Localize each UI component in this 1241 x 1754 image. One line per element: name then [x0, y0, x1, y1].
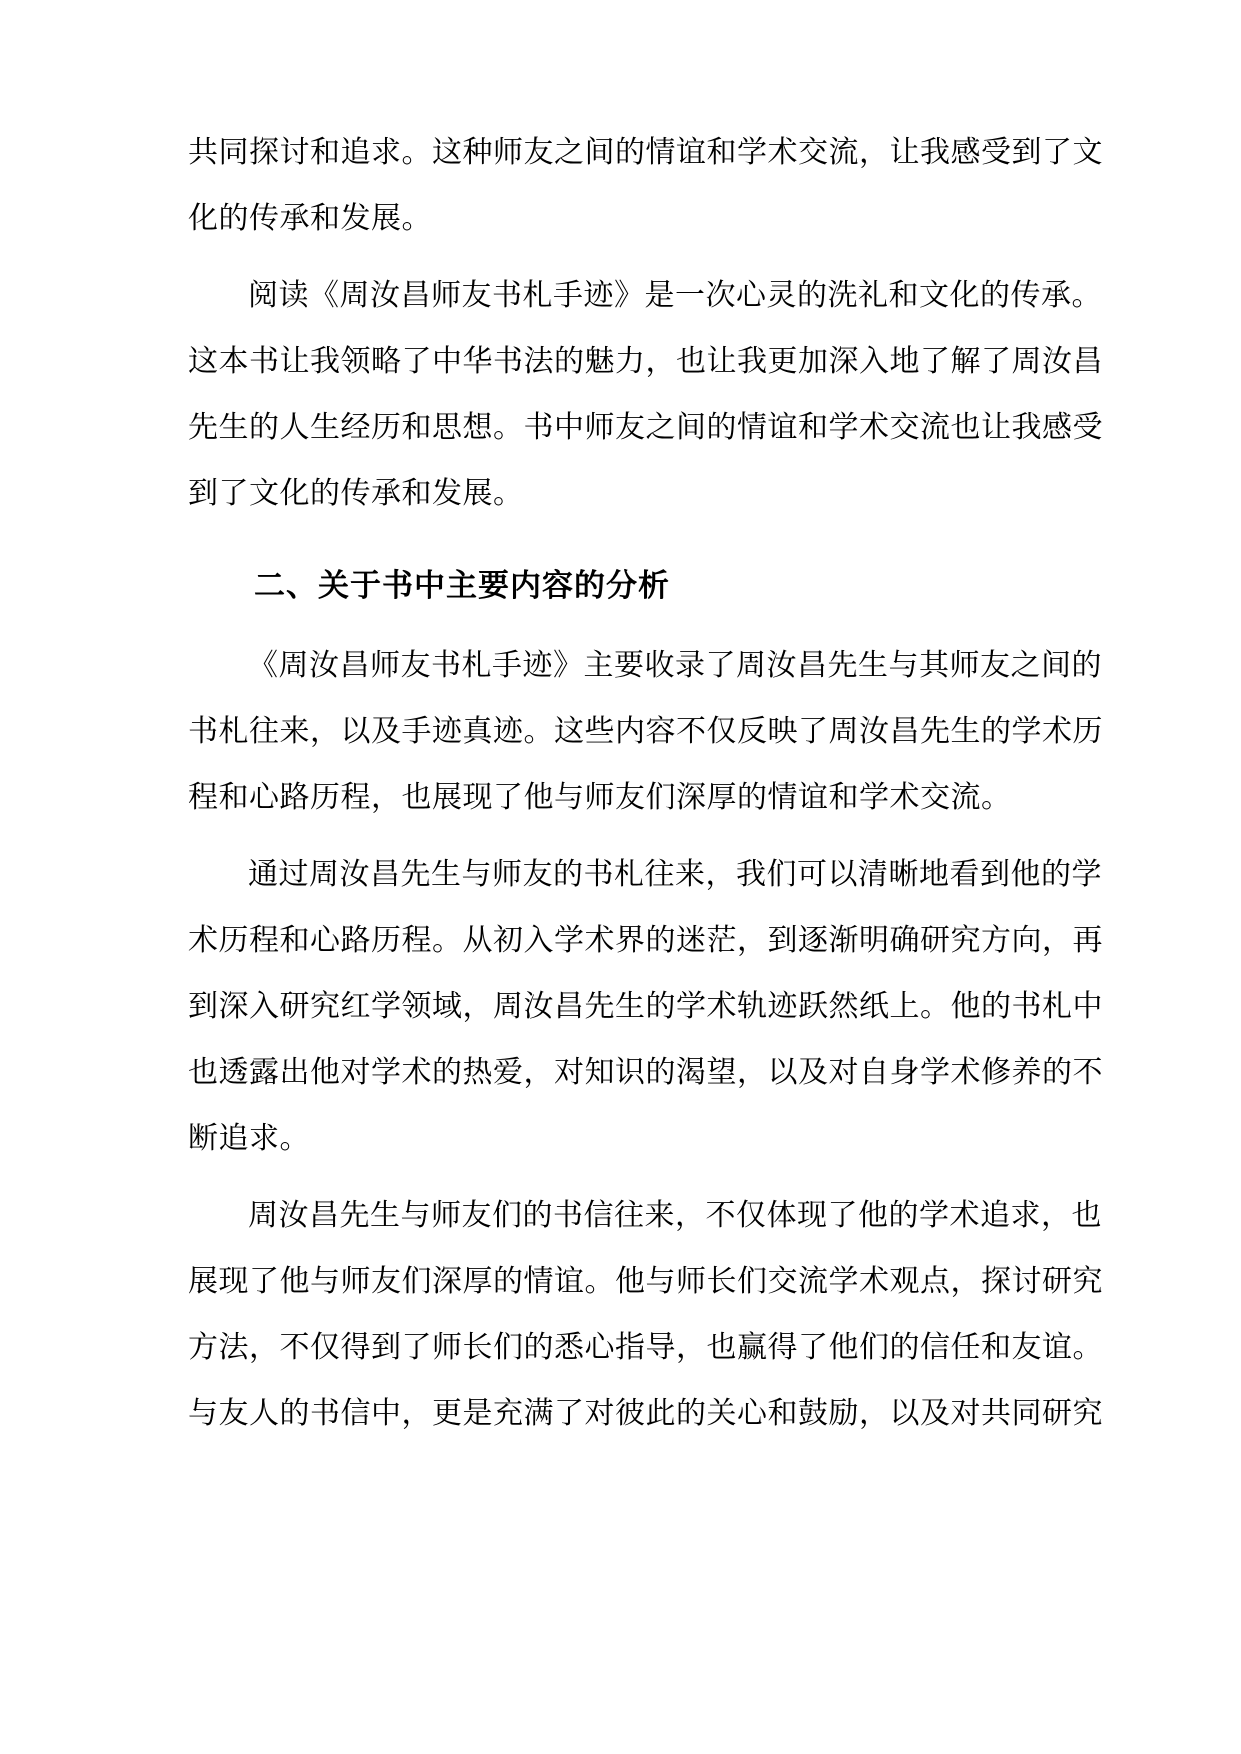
section-heading: 二、关于书中主要内容的分析	[254, 568, 670, 604]
paragraph-5-line-1: 周汝昌先生与师友们的书信往来，不仅体现了他的学术追求，也	[248, 1198, 1102, 1233]
paragraph-3-line-3: 程和心路历程，也展现了他与师友们深厚的情谊和学术交流。	[188, 780, 1012, 815]
paragraph-2-line-1: 阅读《周汝昌师友书札手迹》是一次心灵的洗礼和文化的传承。	[248, 278, 1102, 313]
paragraph-5-line-4: 与友人的书信中，更是充满了对彼此的关心和鼓励，以及对共同研究	[188, 1396, 1103, 1431]
paragraph-2-line-2: 这本书让我领略了中华书法的魅力，也让我更加深入地了解了周汝昌	[188, 344, 1103, 379]
paragraph-1-line-1: 共同探讨和追求。这种师友之间的情谊和学术交流，让我感受到了文	[188, 135, 1103, 170]
paragraph-4-line-3: 到深入研究红学领域，周汝昌先生的学术轨迹跃然纸上。他的书札中	[188, 989, 1103, 1024]
paragraph-2-line-3: 先生的人生经历和思想。书中师友之间的情谊和学术交流也让我感受	[188, 410, 1103, 445]
paragraph-4-line-1: 通过周汝昌先生与师友的书札往来，我们可以清晰地看到他的学	[248, 857, 1102, 892]
paragraph-3-line-1: 《周汝昌师友书札手迹》主要收录了周汝昌先生与其师友之间的	[248, 648, 1102, 683]
paragraph-3-line-2: 书札往来，以及手迹真迹。这些内容不仅反映了周汝昌先生的学术历	[188, 714, 1103, 749]
paragraph-4-line-4: 也透露出他对学术的热爱，对知识的渴望，以及对自身学术修养的不	[188, 1055, 1103, 1090]
paragraph-5-line-2: 展现了他与师友们深厚的情谊。他与师长们交流学术观点，探讨研究	[188, 1264, 1103, 1299]
paragraph-4-line-2: 术历程和心路历程。从初入学术界的迷茫，到逐渐明确研究方向，再	[188, 923, 1103, 958]
paragraph-1-line-2: 化的传承和发展。	[188, 201, 432, 236]
paragraph-2-line-4: 到了文化的传承和发展。	[188, 476, 524, 511]
paragraph-4-line-5: 断追求。	[188, 1121, 310, 1156]
paragraph-5-line-3: 方法，不仅得到了师长们的悉心指导，也赢得了他们的信任和友谊。	[188, 1330, 1103, 1365]
